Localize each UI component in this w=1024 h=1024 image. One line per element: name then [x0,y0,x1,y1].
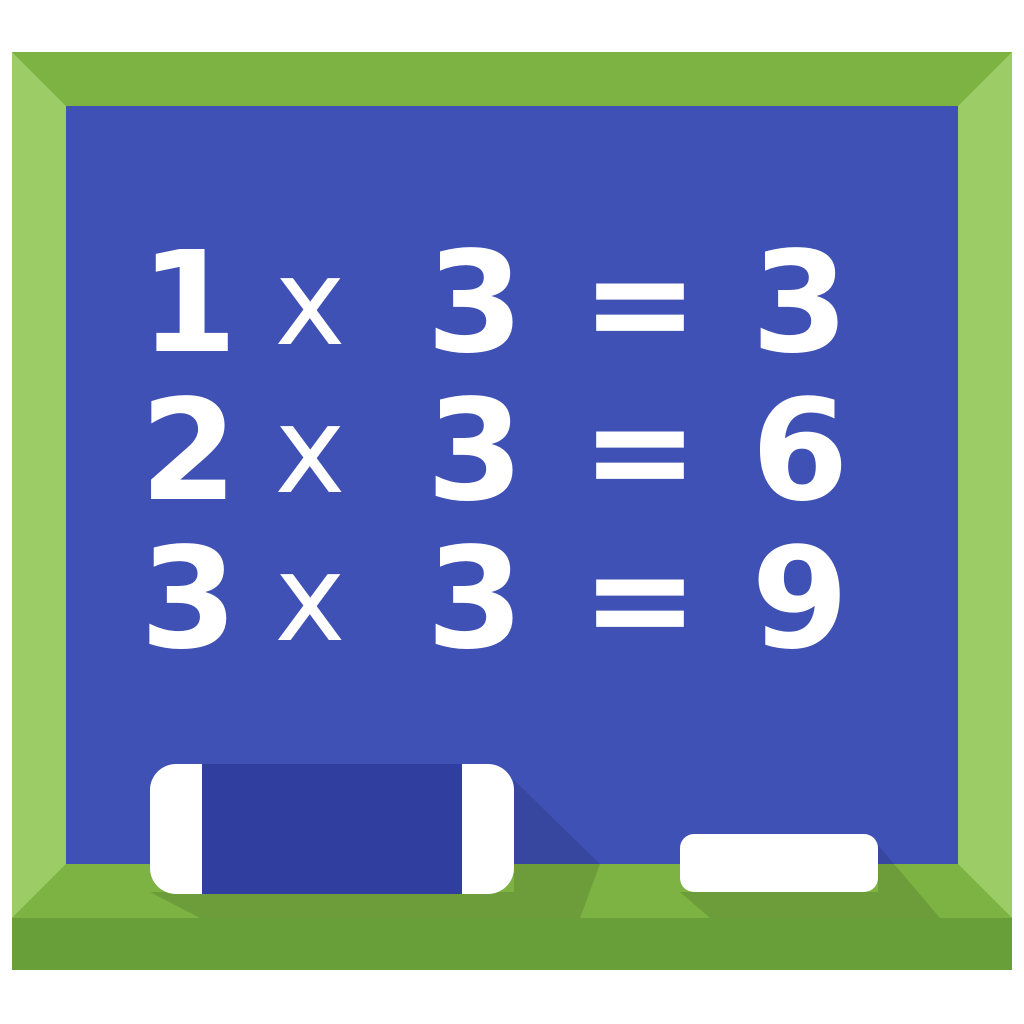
operator-times: x [274,382,346,521]
equals-sign: = [581,222,699,385]
eraser-icon [150,764,514,894]
operand-b: 3 [426,518,524,681]
frame-left-bevel [12,52,66,918]
equation-row [140,518,900,681]
result: 6 [751,370,849,533]
operand-b: 3 [426,222,524,385]
operand-b: 3 [426,370,524,533]
equals-sign: = [581,518,699,681]
operand-a: 2 [140,370,238,533]
result: 3 [751,222,849,385]
equation-list [140,222,900,681]
equation-row [140,222,900,385]
equals-sign: = [581,370,699,533]
operand-a: 3 [140,518,238,681]
frame-right-bevel [958,52,1012,918]
operand-a: 1 [140,222,238,385]
chalk-icon [680,834,878,892]
equation-row [140,370,900,533]
result: 9 [751,518,849,681]
frame-top-bevel [12,52,1012,106]
frame-base [12,918,1012,970]
operator-times: x [274,530,346,669]
operator-times: x [274,234,346,373]
